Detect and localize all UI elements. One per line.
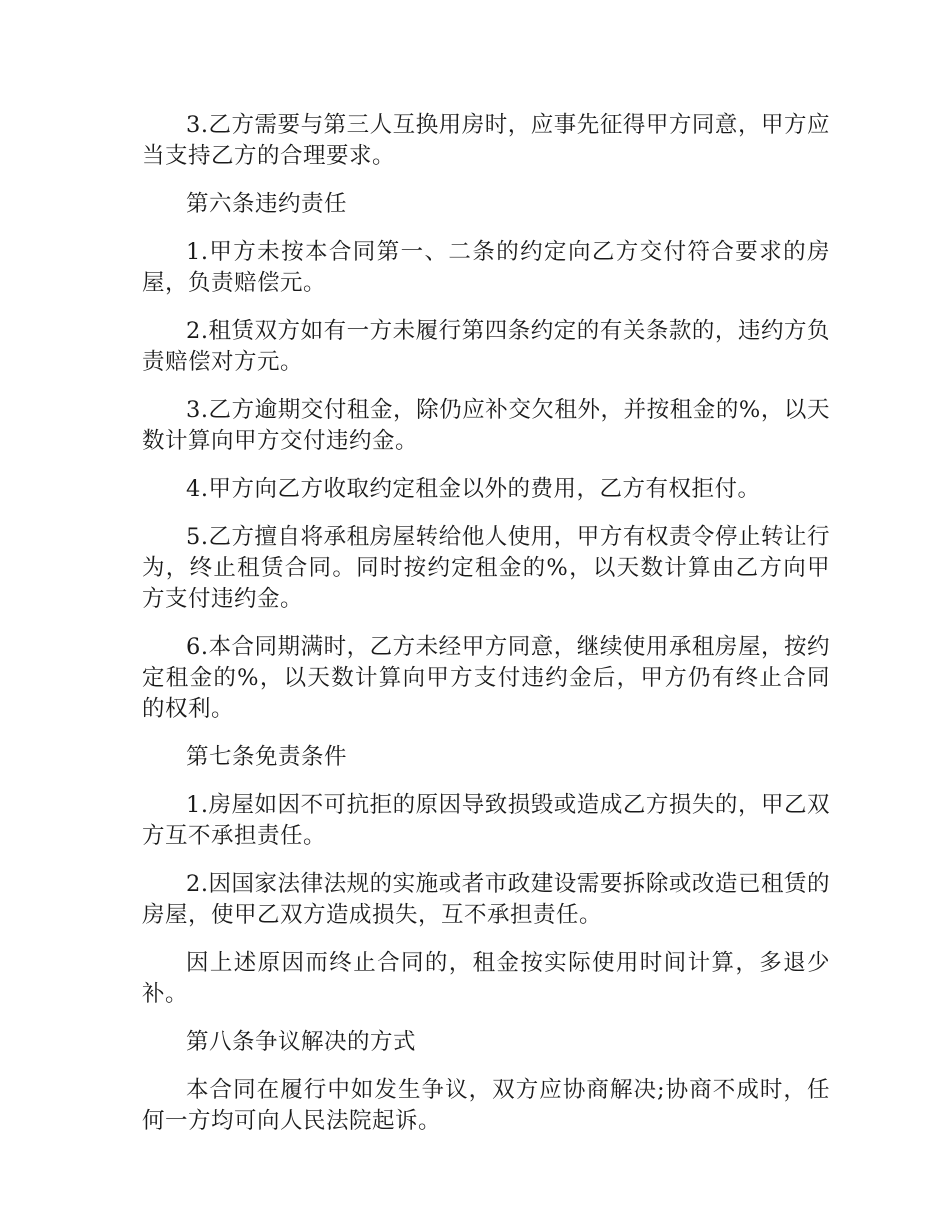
clause-6-item-1: 1.甲方未按本合同第一、二条的约定向乙方交付符合要求的房屋，负责赔偿元。 [142, 239, 830, 296]
section-heading-article-8: 第八条争议解决的方式 [186, 1029, 417, 1055]
clause-6-item-3: 3.乙方逾期交付租金，除仍应补交欠租外，并按租金的%，以天数计算向甲方交付违约金。 [142, 397, 830, 454]
clause-6-item-6: 6.本合同期满时，乙方未经甲方同意，继续使用承租房屋，按约定租金的%，以天数计算向甲方支付违约金后，甲方仍有终止合同的权利。 [142, 634, 830, 722]
clause-5-item-3: 3.乙方需要与第三人互换用房时，应事先征得甲方同意，甲方应当支持乙方的合理要求。 [142, 112, 830, 169]
section-heading-article-6: 第六条违约责任 [186, 191, 348, 217]
clause-6-item-4: 4.甲方向乙方收取约定租金以外的费用，乙方有权拒付。 [186, 476, 761, 502]
clause-6-item-5: 5.乙方擅自将承租房屋转给他人使用，甲方有权责令停止转让行为，终止租赁合同。同时按约定租金的%，以天数计算由乙方向甲方支付违约金。 [142, 524, 830, 612]
clause-7-item-1: 1.房屋如因不可抗拒的原因导致损毁或造成乙方损失的，甲乙双方互不承担责任。 [142, 792, 830, 849]
clause-8-body: 本合同在履行中如发生争议，双方应协商解决;协商不成时，任何一方均可向人民法院起诉。 [142, 1077, 830, 1134]
clause-6-item-2: 2.租赁双方如有一方未履行第四条约定的有关条款的，违约方负责赔偿对方元。 [142, 318, 830, 375]
clause-7-note: 因上述原因而终止合同的，租金按实际使用时间计算，多退少补。 [142, 950, 830, 1007]
clause-7-item-2: 2.因国家法律法规的实施或者市政建设需要拆除或改造已租赁的房屋，使甲乙双方造成损失，互不承担责任。 [142, 871, 830, 928]
section-heading-article-7: 第七条免责条件 [186, 744, 348, 770]
